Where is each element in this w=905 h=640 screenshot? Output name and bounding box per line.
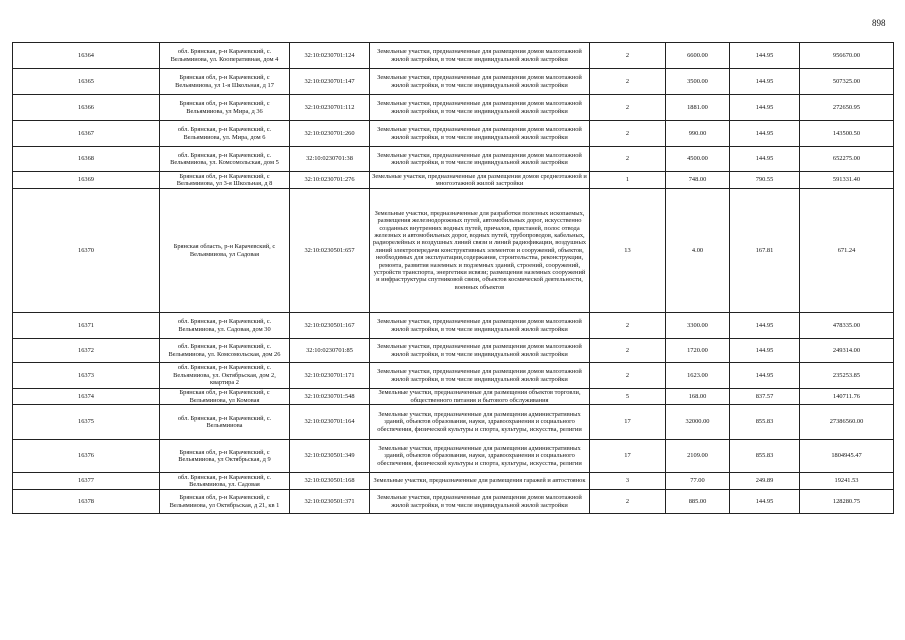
group-number-cell: 2 xyxy=(590,121,666,147)
row-number: 16377 xyxy=(13,473,160,490)
address-cell: Брянская обл, р-н Карачевский, с Вельямииова, ул 3-я Школьная, д 8 xyxy=(160,172,290,189)
cadastral-number-cell: 32:10:0230701:38 xyxy=(290,147,370,172)
cadastral-number-cell: 32:10:0230701:276 xyxy=(290,172,370,189)
cadastral-value-cell: 591331.40 xyxy=(800,172,894,189)
specific-value-cell: 249.89 xyxy=(730,473,800,490)
area-cell: 1623.00 xyxy=(666,363,730,389)
table-row xyxy=(13,473,894,490)
group-number-cell: 17 xyxy=(590,405,666,440)
cadastral-value-cell: 140711.76 xyxy=(800,389,894,405)
cadastral-value-cell: 507325.00 xyxy=(800,69,894,95)
land-use-cell: Земельные участки, предназначенные для размещения домов малоэтажной жилой застройки, в том числе индивидуальной жилой застройки xyxy=(370,69,590,95)
table-row xyxy=(13,405,894,440)
land-use-cell: Земельные участки, предназначенные для разработки полезных ископаемых, размещения железнодорожных путей, автомобильных дорог, искусственно созданных внутренних водных путей, причалов, пристаней, полос отвода железных и автомобильных дорог, водных путей, трубопроводов, кабельных, радиорелейных и воздушных линий связи и линий радиофикации, воздушных линий электропередачи конструктивных элементов и сооружений, объектов, необходимых для эксплуатации,содержания, строительства, реконструкции, ремонта, развития наземных и подземных зданий, строений, сооружений, устройств транспорта, энергетики исвязи; размещения наземных сооружений и инфраструктуры спутниковой связи, объектов космической деятельности, военных объектов xyxy=(370,189,590,313)
table-row xyxy=(13,440,894,473)
cadastral-value-cell: 272650.95 xyxy=(800,95,894,121)
group-number-cell: 1 xyxy=(590,172,666,189)
address-cell: Брянская обл, р-н Карачевский, с Вельямииова, ул Октябрьская, д 21, кв 1 xyxy=(160,490,290,514)
cadastral-value-cell: 671.24 xyxy=(800,189,894,313)
specific-value-cell: 144.95 xyxy=(730,69,800,95)
land-use-cell: Земельные участки, предназначенные для размещения домов малоэтажной жилой застройки, в том числе индивидуальной жилой застройки xyxy=(370,121,590,147)
table-row xyxy=(13,339,894,363)
land-use-cell: Земельные участки, предназначенные для размещения домов малоэтажной жилой застройки, в том числе индивидуальной жилой застройки xyxy=(370,313,590,339)
address-cell: обл. Брянская, р-н Карачевский, с. Вельямииова, ул. Садовая xyxy=(160,473,290,490)
row-number: 16370 xyxy=(13,189,160,313)
row-number: 16372 xyxy=(13,339,160,363)
address-cell: обл. Брянская, р-н Карачевский, с. Вельямииова xyxy=(160,405,290,440)
land-use-cell: Земельные участки, предназначенные для размещения административных зданий, объектов образования, науки, здравоохранения и социального обеспечения, физической культуры и спорта, культуры, искусства, религии xyxy=(370,405,590,440)
specific-value-cell: 144.95 xyxy=(730,490,800,514)
specific-value-cell: 144.95 xyxy=(730,363,800,389)
row-number: 16368 xyxy=(13,147,160,172)
address-cell: Брянская обл, р-н Карачевский, с Вельямииова, ул Октябрьская, д 9 xyxy=(160,440,290,473)
row-number: 16365 xyxy=(13,69,160,95)
row-number: 16374 xyxy=(13,389,160,405)
group-number-cell: 17 xyxy=(590,440,666,473)
land-use-cell: Земельные участки, предназначенные для размещения домов малоэтажной жилой застройки, в том числе индивидуальной жилой застройки xyxy=(370,363,590,389)
cadastral-value-table xyxy=(12,42,894,514)
cadastral-value-cell: 143500.50 xyxy=(800,121,894,147)
cadastral-number-cell: 32:10:0230701:124 xyxy=(290,43,370,69)
cadastral-number-cell: 32:10:0230701:112 xyxy=(290,95,370,121)
table-row xyxy=(13,43,894,69)
specific-value-cell: 144.95 xyxy=(730,43,800,69)
row-number: 16376 xyxy=(13,440,160,473)
specific-value-cell: 144.95 xyxy=(730,121,800,147)
table-row xyxy=(13,69,894,95)
cadastral-number-cell: 32:10:0230501:168 xyxy=(290,473,370,490)
table-row xyxy=(13,490,894,514)
address-cell: Брянская обл, р-н Карачевский, с Вельямииова, ул 1-я Школьная, д 17 xyxy=(160,69,290,95)
area-cell: 1720.00 xyxy=(666,339,730,363)
cadastral-value-cell: 652275.00 xyxy=(800,147,894,172)
group-number-cell: 3 xyxy=(590,473,666,490)
area-cell: 168.00 xyxy=(666,389,730,405)
cadastral-number-cell: 32:10:0230501:657 xyxy=(290,189,370,313)
cadastral-value-cell: 19241.53 xyxy=(800,473,894,490)
land-use-cell: Земельные участки, предназначенные для размещения домов малоэтажной жилой застройки, в том числе индивидуальной жилой застройки xyxy=(370,95,590,121)
land-use-cell: Земельные участки, предназначенные для размещения домов среднеэтажной и многоэтажной жилой застройки xyxy=(370,172,590,189)
table-row xyxy=(13,147,894,172)
area-cell: 990.00 xyxy=(666,121,730,147)
area-cell: 3500.00 xyxy=(666,69,730,95)
address-cell: Брянская обл, р-н Карачевский, с Вельямииова, ул Мира, д 36 xyxy=(160,95,290,121)
specific-value-cell: 144.95 xyxy=(730,95,800,121)
specific-value-cell: 855.83 xyxy=(730,405,800,440)
address-cell: обл. Брянская, р-н Карачевский, с. Вельямииова, ул. Мира, дом 6 xyxy=(160,121,290,147)
cadastral-value-cell: 249314.00 xyxy=(800,339,894,363)
row-number: 16378 xyxy=(13,490,160,514)
land-use-cell: Земельные участки, предназначенные для размещения административных зданий, объектов образования, науки, здравоохранения и социального обеспечения, физической культуры и спорта, культуры, искусства, религии xyxy=(370,440,590,473)
cadastral-number-cell: 32:10:0230501:349 xyxy=(290,440,370,473)
area-cell: 77.00 xyxy=(666,473,730,490)
row-number: 16366 xyxy=(13,95,160,121)
table-row xyxy=(13,389,894,405)
specific-value-cell: 837.57 xyxy=(730,389,800,405)
table-row xyxy=(13,172,894,189)
page-number: 898 xyxy=(872,18,886,28)
land-use-cell: Земельные участки, предназначенные для размещения домов малоэтажной жилой застройки, в том числе индивидуальной жилой застройки xyxy=(370,490,590,514)
group-number-cell: 2 xyxy=(590,363,666,389)
area-cell: 32000.00 xyxy=(666,405,730,440)
address-cell: обл. Брянская, р-н Карачевский, с. Вельямииова, ул. Комсомольская, дом 5 xyxy=(160,147,290,172)
land-use-cell: Земельные участки, предназначенные для размещения гаражей и автостоянок xyxy=(370,473,590,490)
row-number: 16371 xyxy=(13,313,160,339)
land-use-cell: Земельные участки, предназначенные для размещения домов малоэтажной жилой застройки, в том числе индивидуальной жилой застройки xyxy=(370,339,590,363)
specific-value-cell: 167.81 xyxy=(730,189,800,313)
cadastral-number-cell: 32:10:0230701:147 xyxy=(290,69,370,95)
cadastral-value-cell: 1804945.47 xyxy=(800,440,894,473)
address-cell: Брянская область, р-н Карачевский, с Вельямииова, ул Садовая xyxy=(160,189,290,313)
table-row xyxy=(13,313,894,339)
cadastral-value-cell: 128280.75 xyxy=(800,490,894,514)
specific-value-cell: 855.83 xyxy=(730,440,800,473)
area-cell: 748.00 xyxy=(666,172,730,189)
row-number: 16367 xyxy=(13,121,160,147)
area-cell: 4500.00 xyxy=(666,147,730,172)
specific-value-cell: 144.95 xyxy=(730,313,800,339)
area-cell: 2109.00 xyxy=(666,440,730,473)
cadastral-number-cell: 32:10:0230701:260 xyxy=(290,121,370,147)
address-cell: обл. Брянская, р-н Карачевский, с. Вельямииова, ул. Кооперативная, дом 4 xyxy=(160,43,290,69)
group-number-cell: 2 xyxy=(590,490,666,514)
cadastral-number-cell: 32:10:0230501:167 xyxy=(290,313,370,339)
specific-value-cell: 144.95 xyxy=(730,339,800,363)
cadastral-value-cell: 27386560.00 xyxy=(800,405,894,440)
cadastral-number-cell: 32:10:0230701:548 xyxy=(290,389,370,405)
cadastral-number-cell: 32:10:0230701:164 xyxy=(290,405,370,440)
area-cell: 6600.00 xyxy=(666,43,730,69)
row-number: 16373 xyxy=(13,363,160,389)
land-use-cell: Земельные участки, предназначенные для размещения домов малоэтажной жилой застройки, в том числе индивидуальной жилой застройки xyxy=(370,147,590,172)
cadastral-value-cell: 956670.00 xyxy=(800,43,894,69)
group-number-cell: 5 xyxy=(590,389,666,405)
area-cell: 4.00 xyxy=(666,189,730,313)
group-number-cell: 2 xyxy=(590,95,666,121)
address-cell: обл. Брянская, р-н Карачевский, с. Вельямииова, ул. Октябрьская, дом 2, квартира 2 xyxy=(160,363,290,389)
table-row xyxy=(13,95,894,121)
group-number-cell: 13 xyxy=(590,189,666,313)
table-body xyxy=(13,43,894,514)
row-number: 16369 xyxy=(13,172,160,189)
table-row xyxy=(13,363,894,389)
group-number-cell: 2 xyxy=(590,69,666,95)
specific-value-cell: 144.95 xyxy=(730,147,800,172)
cadastral-number-cell: 32:10:0230501:371 xyxy=(290,490,370,514)
area-cell: 1881.00 xyxy=(666,95,730,121)
land-use-cell: Земельные участки, предназначенные для размещения домов малоэтажной жилой застройки, в том числе индивидуальной жилой застройки xyxy=(370,43,590,69)
address-cell: обл. Брянская, р-н Карачевский, с. Вельямииова, ул. Садовая, дом 30 xyxy=(160,313,290,339)
group-number-cell: 2 xyxy=(590,313,666,339)
cadastral-value-cell: 235253.85 xyxy=(800,363,894,389)
table-row xyxy=(13,189,894,313)
row-number: 16375 xyxy=(13,405,160,440)
table-row xyxy=(13,121,894,147)
group-number-cell: 2 xyxy=(590,339,666,363)
area-cell: 885.00 xyxy=(666,490,730,514)
cadastral-number-cell: 32:10:0230701:85 xyxy=(290,339,370,363)
address-cell: Брянская обл, р-н Карачевский, с Вельямииова, ул Комовая xyxy=(160,389,290,405)
group-number-cell: 2 xyxy=(590,43,666,69)
address-cell: обл. Брянская, р-н Карачевский, с. Вельямииова, ул. Комсомольская, дом 26 xyxy=(160,339,290,363)
specific-value-cell: 790.55 xyxy=(730,172,800,189)
area-cell: 3300.00 xyxy=(666,313,730,339)
cadastral-value-cell: 478335.00 xyxy=(800,313,894,339)
cadastral-number-cell: 32:10:0230701:171 xyxy=(290,363,370,389)
group-number-cell: 2 xyxy=(590,147,666,172)
land-use-cell: Земельные участки, предназначенные для размещения объектов торговли, общественного питания и бытового обслуживания xyxy=(370,389,590,405)
row-number: 16364 xyxy=(13,43,160,69)
